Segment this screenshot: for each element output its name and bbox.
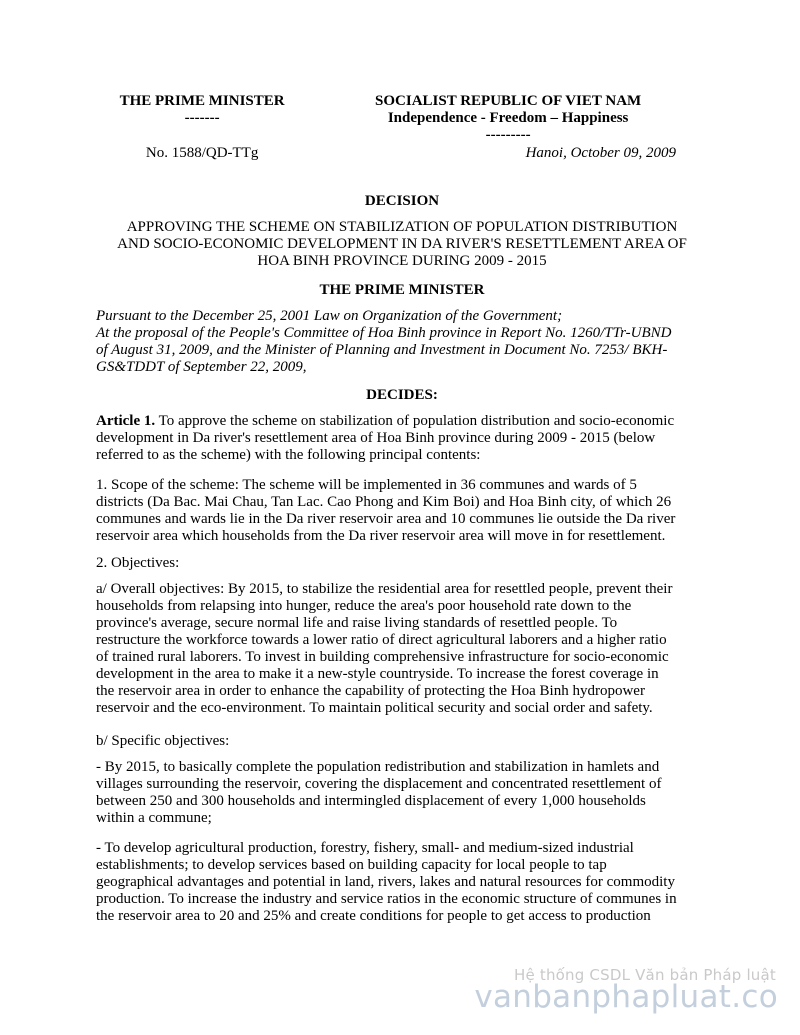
paragraph-line: the reservoir area to 20 and 25% and create conditions for people to get access to production xyxy=(96,908,651,924)
watermark-caption: Hệ thống CSDL Văn bản Pháp luật xyxy=(513,966,776,984)
article-text: To approve the scheme on stabilization of population distribution and socio-economic xyxy=(155,413,675,429)
document-number: No. 1588/QD-TTg xyxy=(145,145,259,161)
title-line: APPROVING THE SCHEME ON STABILIZATION OF POPULATION DISTRIBUTION xyxy=(126,219,678,235)
document-header xyxy=(96,93,708,162)
paragraph-line: establishments; to develop services based on building capacity for local people to tap xyxy=(96,857,607,873)
paragraph-line: districts (Da Bac. Mai Chau, Tan Lac. Cao Phong and Kim Boi) and Hoa Binh city, of which 26 xyxy=(96,494,672,510)
paragraph-line: communes and wards lie in the Da river reservoir area and 10 communes lie outside the Da river xyxy=(96,511,676,527)
specific-objective-1 xyxy=(96,759,708,827)
document-title xyxy=(96,219,708,270)
title-line: AND SOCIO-ECONOMIC DEVELOPMENT IN DA RIVER'S RESETTLEMENT AREA OF xyxy=(117,236,687,252)
paragraph-line: restructure the workforce towards a lower ratio of direct agricultural laborers and a higher ratio xyxy=(96,632,667,648)
issuer-rule: ------- xyxy=(184,110,220,126)
specific-objective-2 xyxy=(96,840,708,925)
paragraph-line: a/ Overall objectives: By 2015, to stabilize the residential area for resettled people, prevent their xyxy=(96,581,673,597)
paragraph-line: geographical advantages and potential in land, rivers, lakes and natural resources for commodity xyxy=(96,874,675,890)
paragraph-line: the reservoir area in order to enhance the capability of protecting the Hoa Binh hydropower xyxy=(96,683,645,699)
paragraph-line: between 250 and 300 households and intermingled displacement of every 1,000 households xyxy=(96,793,646,809)
paragraph-line: reservoir area which households from the Da river reservoir area will move in for resettlement. xyxy=(96,528,666,544)
paragraph-line: of trained rural laborers. To invest in building comprehensive infrastructure for socio-economic xyxy=(96,649,669,665)
country-name: SOCIALIST REPUBLIC OF VIET NAM xyxy=(375,93,642,109)
issuing-authority: THE PRIME MINISTER xyxy=(319,282,485,298)
paragraph-line: within a commune; xyxy=(96,810,212,826)
paragraph-line: reservoir and the eco-environment. To maintain political security and social order and safety. xyxy=(96,700,653,716)
article-1 xyxy=(96,413,708,464)
national-motto: Independence - Freedom – Happiness xyxy=(387,110,629,126)
motto-rule: --------- xyxy=(485,127,531,143)
preamble xyxy=(96,308,708,376)
paragraph-line: 1. Scope of the scheme: The scheme will be implemented in 36 communes and wards of 5 xyxy=(96,477,637,493)
scope-paragraph xyxy=(96,477,708,545)
paragraph-line: villages surrounding the reservoir, covering the displacement and concentrated resettlement of xyxy=(96,776,662,792)
preamble-line: GS&TDDT of September 22, 2009, xyxy=(96,359,307,375)
decides-heading: DECIDES: xyxy=(366,387,438,403)
title-line: HOA BINH PROVINCE DURING 2009 - 2015 xyxy=(257,253,547,269)
issuer-name: THE PRIME MINISTER xyxy=(119,93,285,109)
paragraph-line: - To develop agricultural production, forestry, fishery, small- and medium-sized industrial xyxy=(96,840,634,856)
objectives-heading: 2. Objectives: xyxy=(96,555,180,571)
preamble-line: of August 31, 2009, and the Minister of Planning and Investment in Document No. 7253/ BKH- xyxy=(96,342,668,358)
paragraph-line: province's average, secure normal life and raise living standards of resettled people. To xyxy=(96,615,618,631)
article-text: referred to as the scheme) with the following principal contents: xyxy=(96,447,481,463)
paragraph-line: households from relapsing into hunger, reduce the area's poor household rate down to the xyxy=(96,598,632,614)
specific-objectives-heading: b/ Specific objectives: xyxy=(96,733,230,749)
preamble-line: At the proposal of the People's Committee of Hoa Binh province in Report No. 1260/TTr-UBND xyxy=(96,325,672,341)
document-type: DECISION xyxy=(364,193,440,209)
paragraph-line: development in the area to make it a new-style countryside. To increase the forest coverage in xyxy=(96,666,659,682)
article-label: Article 1. xyxy=(96,413,156,429)
article-text: development in Da river's resettlement area of Hoa Binh province during 2009 - 2015 (below xyxy=(96,430,656,446)
paragraph-line: production. To increase the industry and service ratios in the economic structure of communes in xyxy=(96,891,677,907)
watermark-site: vanbanphapluat.co xyxy=(474,979,778,1015)
preamble-line: Pursuant to the December 25, 2001 Law on Organization of the Government; xyxy=(96,308,563,324)
paragraph-line: - By 2015, to basically complete the population redistribution and stabilization in hamlets and xyxy=(96,759,660,775)
overall-objectives xyxy=(96,581,708,717)
place-and-date: Hanoi, October 09, 2009 xyxy=(525,145,676,161)
